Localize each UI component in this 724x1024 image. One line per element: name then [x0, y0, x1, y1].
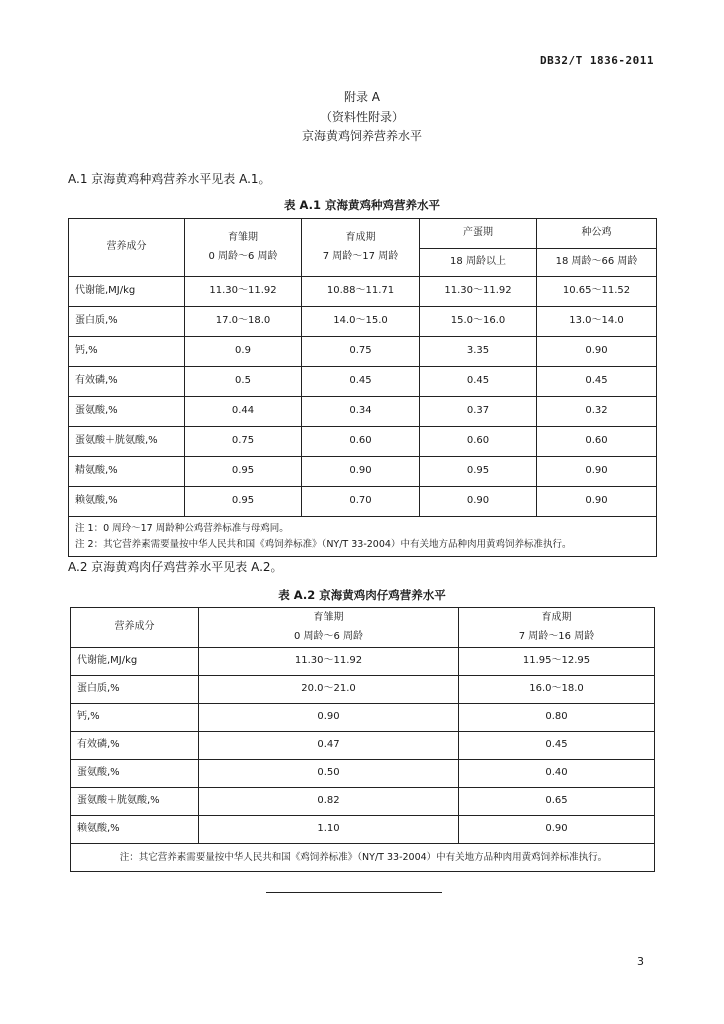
- cell: 蛋氨酸＋胱氨酸,%: [69, 427, 185, 457]
- cell: 0.47: [199, 732, 459, 760]
- cell: 赖氨酸,%: [69, 487, 185, 517]
- table-row: [71, 816, 655, 844]
- cell: 0.45: [459, 732, 655, 760]
- table-a2-header-nutrient: 营养成分: [71, 608, 199, 648]
- growing-label: 育成期: [345, 232, 376, 243]
- cell: 0.40: [459, 760, 655, 788]
- table-row: [69, 397, 657, 427]
- table-a1-note-1: 注 1：0 周玲～17 周龄种公鸡营养标准与母鸡同。: [75, 522, 289, 534]
- table-row: [69, 427, 657, 457]
- cell: 20.0～21.0: [199, 676, 459, 704]
- cell: 0.70: [302, 487, 420, 517]
- table-a1-header-growing: [302, 219, 420, 277]
- table-row: [71, 676, 655, 704]
- table-row: [69, 337, 657, 367]
- growing-age: 7 周龄～16 周龄: [518, 630, 595, 642]
- cell: 0.34: [302, 397, 420, 427]
- table-a1-header-brooding: [185, 219, 302, 277]
- document-code: DB32/T 1836-2011: [540, 54, 654, 67]
- cell: 0.44: [185, 397, 302, 427]
- table-a1-header-nutrient: 营养成分: [69, 219, 185, 277]
- cell: 0.82: [199, 788, 459, 816]
- cell: 蛋氨酸,%: [69, 397, 185, 427]
- table-a1-header-breeder: 种公鸡: [537, 219, 657, 249]
- cell: 0.90: [420, 487, 537, 517]
- cell: 0.60: [302, 427, 420, 457]
- cell: 0.45: [420, 367, 537, 397]
- cell: 17.0～18.0: [185, 307, 302, 337]
- cell: 0.60: [420, 427, 537, 457]
- cell: 16.0～18.0: [459, 676, 655, 704]
- cell: 钙,%: [69, 337, 185, 367]
- cell: 0.75: [185, 427, 302, 457]
- table-a1-notes: [69, 517, 657, 557]
- cell: 1.10: [199, 816, 459, 844]
- table-a1: [68, 218, 657, 557]
- cell: 0.45: [302, 367, 420, 397]
- cell: 0.9: [185, 337, 302, 367]
- cell: 蛋白质,%: [69, 307, 185, 337]
- cell: 0.90: [537, 337, 657, 367]
- table-row: [71, 788, 655, 816]
- cell: 13.0～14.0: [537, 307, 657, 337]
- cell: 钙,%: [71, 704, 199, 732]
- table-row: [71, 760, 655, 788]
- cell: 蛋氨酸＋胱氨酸,%: [71, 788, 199, 816]
- table-a1-header-breeder-age: 18 周龄～66 周龄: [537, 249, 657, 277]
- table-a1-note-2: 注 2：其它营养素需要量按中华人民共和国《鸡饲养标准》（NY/T 33-2004）中有关地方品种肉用黄鸡饲养标准执行。: [75, 538, 572, 550]
- cell: 15.0～16.0: [420, 307, 537, 337]
- cell: 代谢能,MJ/kg: [69, 277, 185, 307]
- table-row: [71, 704, 655, 732]
- cell: 精氨酸,%: [69, 457, 185, 487]
- cell: 10.65～11.52: [537, 277, 657, 307]
- cell: 0.32: [537, 397, 657, 427]
- appendix-heading: 京海黄鸡饲养营养水平: [301, 129, 422, 143]
- cell: 0.5: [185, 367, 302, 397]
- table-row: [71, 732, 655, 760]
- table-a2-header-brooding: [199, 608, 459, 648]
- cell: 0.50: [199, 760, 459, 788]
- cell: 0.95: [185, 457, 302, 487]
- section-a1-text: A.1 京海黄鸡种鸡营养水平见表 A.1。: [68, 172, 271, 186]
- table-a2-caption: 表 A.2 京海黄鸡肉仔鸡营养水平: [278, 588, 446, 602]
- cell: 0.90: [537, 487, 657, 517]
- page-number: 3: [637, 955, 644, 968]
- cell: 0.90: [537, 457, 657, 487]
- cell: 0.90: [459, 816, 655, 844]
- table-row: [69, 367, 657, 397]
- table-a2: [70, 607, 655, 872]
- table-row: [69, 487, 657, 517]
- cell: 11.95～12.95: [459, 648, 655, 676]
- brooding-label: 育雏期: [313, 612, 344, 623]
- cell: 11.30～11.92: [199, 648, 459, 676]
- cell: 蛋氨酸,%: [71, 760, 199, 788]
- cell: 0.60: [537, 427, 657, 457]
- cell: 0.90: [302, 457, 420, 487]
- table-row: [69, 307, 657, 337]
- cell: 0.80: [459, 704, 655, 732]
- cell: 3.35: [420, 337, 537, 367]
- table-row: [69, 277, 657, 307]
- end-rule: [266, 892, 442, 893]
- cell: 蛋白质,%: [71, 676, 199, 704]
- cell: 10.88～11.71: [302, 277, 420, 307]
- cell: 代谢能,MJ/kg: [71, 648, 199, 676]
- cell: 有效磷,%: [71, 732, 199, 760]
- cell: 0.45: [537, 367, 657, 397]
- cell: 0.65: [459, 788, 655, 816]
- cell: 0.75: [302, 337, 420, 367]
- appendix-title: 附录 A: [343, 90, 381, 104]
- brooding-age: 0 周龄～6 周龄: [208, 250, 278, 262]
- brooding-age: 0 周龄～6 周龄: [293, 630, 364, 642]
- cell: 0.95: [420, 457, 537, 487]
- table-row: [69, 457, 657, 487]
- table-a2-note: 注：其它营养素需要量按中华人民共和国《鸡饲养标准》（NY/T 33-2004）中有关地方品种肉用黄鸡饲养标准执行。: [71, 844, 655, 872]
- section-a2-text: A.2 京海黄鸡肉仔鸡营养水平见表 A.2。: [68, 560, 283, 574]
- appendix-subtitle: （资料性附录）: [319, 110, 404, 124]
- table-a1-caption: 表 A.1 京海黄鸡种鸡营养水平: [284, 198, 440, 212]
- table-a1-header-laying: 产蛋期: [420, 219, 537, 249]
- table-row: [71, 648, 655, 676]
- cell: 11.30～11.92: [420, 277, 537, 307]
- table-a1-header-laying-age: 18 周龄以上: [420, 249, 537, 277]
- table-notes: [69, 517, 657, 557]
- table-notes: [71, 844, 655, 872]
- growing-label: 育成期: [541, 612, 572, 623]
- cell: 11.30～11.92: [185, 277, 302, 307]
- growing-age: 7 周龄～17 周龄: [322, 250, 399, 262]
- cell: 0.37: [420, 397, 537, 427]
- cell: 赖氨酸,%: [71, 816, 199, 844]
- cell: 14.0～15.0: [302, 307, 420, 337]
- cell: 有效磷,%: [69, 367, 185, 397]
- cell: 0.95: [185, 487, 302, 517]
- brooding-label: 育雏期: [228, 232, 258, 243]
- table-a2-header-growing: [459, 608, 655, 648]
- cell: 0.90: [199, 704, 459, 732]
